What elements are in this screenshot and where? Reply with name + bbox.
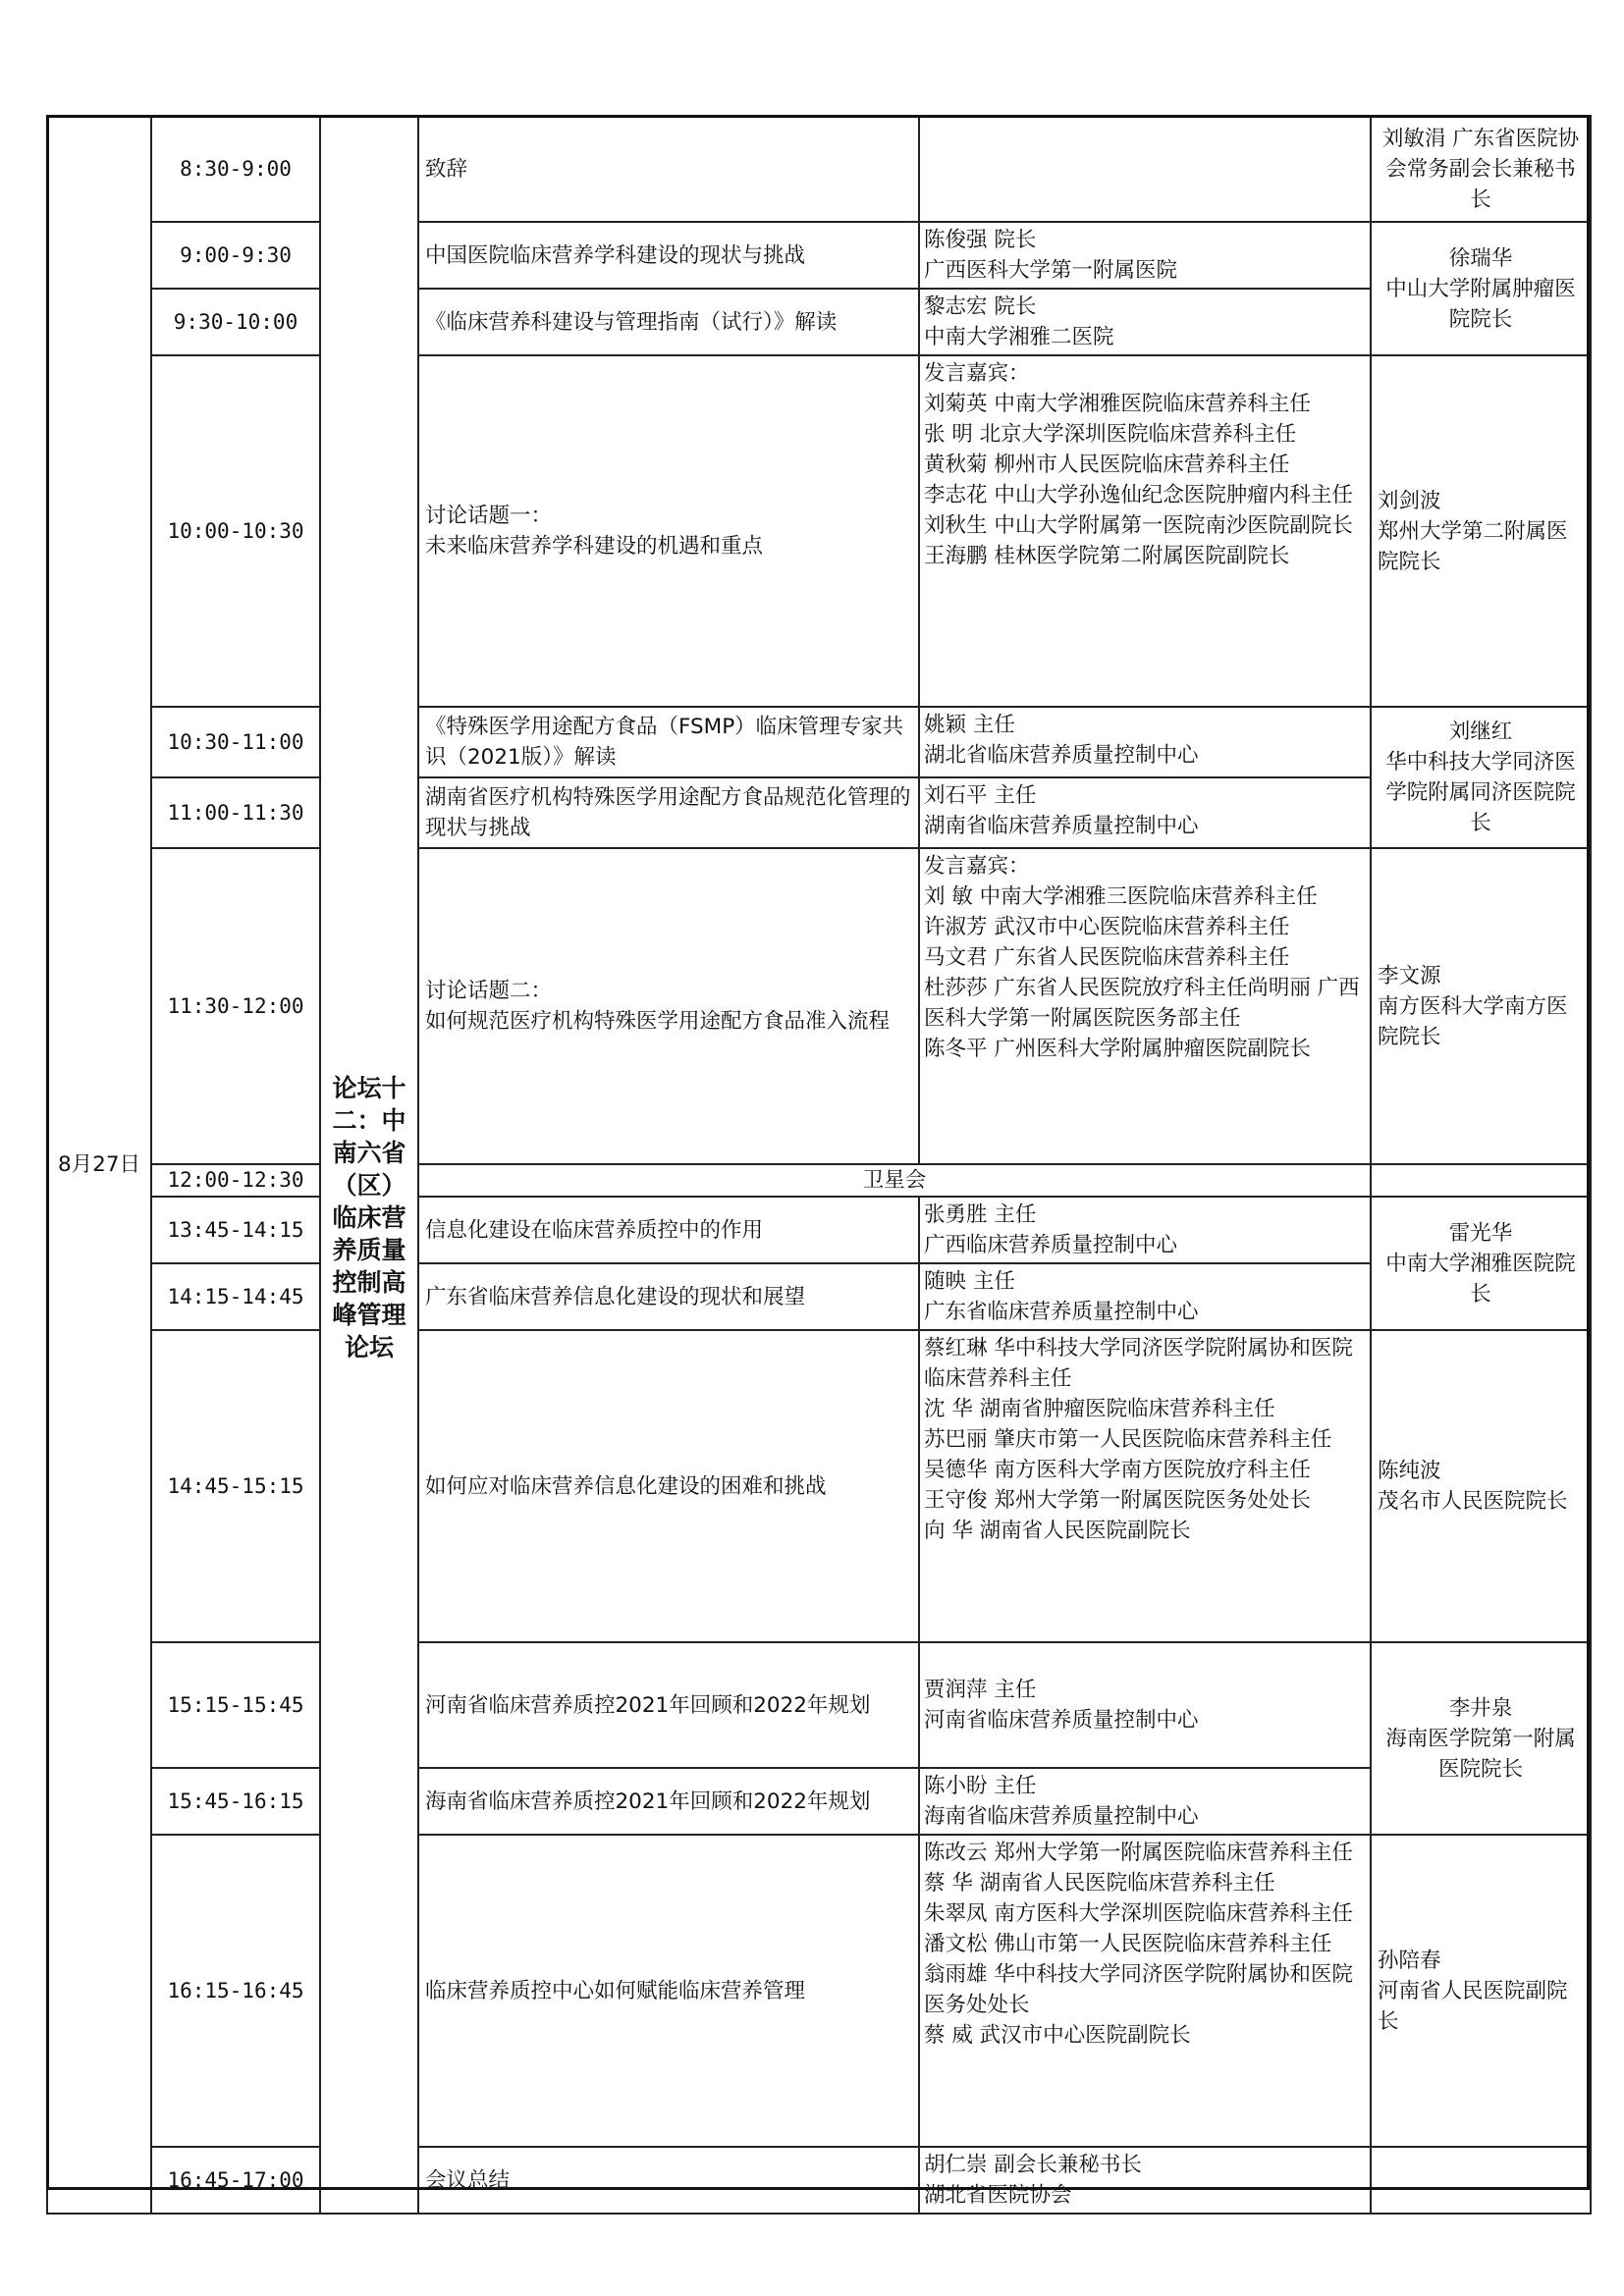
time-cell: 9:00-9:30: [151, 222, 320, 289]
topic-cell: 信息化建设在临床营养质控中的作用: [418, 1197, 919, 1263]
forum-title-cell: 论坛十二：中南六省（区）临床营养质量控制高峰管理论坛: [320, 222, 418, 2214]
schedule-table: [46, 115, 1592, 2215]
speaker-cell: 张勇胜 主任 广西临床营养质量控制中心: [919, 1197, 1371, 1263]
time-cell: 16:15-16:45: [151, 1835, 320, 2147]
speaker-cell: 贾润萍 主任 河南省临床营养质量控制中心: [919, 1642, 1371, 1768]
speaker-cell: 发言嘉宾： 刘菊英 中南大学湘雅医院临床营养科主任 张 明 北京大学深圳医院临床营养科主任 黄秋菊 柳州市人民医院临床营养科主任 李志花 中山大学孙逸仙纪念医院肿瘤内科主任 刘秋生 中山大学附属第一医院南沙医院副院长 王海鹏 桂林医学院第二附属医院副院长: [919, 355, 1371, 707]
speaker-cell: [919, 116, 1371, 222]
schedule-row: [47, 1164, 1591, 1197]
forum-top-spacer: [320, 116, 418, 222]
time-cell: 15:45-16:15: [151, 1768, 320, 1835]
schedule-row: [47, 1768, 1591, 1835]
topic-cell: 讨论话题一： 未来临床营养学科建设的机遇和重点: [418, 355, 919, 707]
date-cell: 8月27日: [47, 116, 151, 2214]
speaker-cell: 胡仁崇 副会长兼秘书长 湖北省医院协会: [919, 2147, 1371, 2214]
chair-cell-empty: [1371, 1164, 1591, 1197]
chair-cell: [1371, 2147, 1591, 2214]
satellite-banner: 卫星会: [418, 1164, 1371, 1197]
speaker-cell: 随映 主任 广东省临床营养质量控制中心: [919, 1263, 1371, 1330]
topic-cell: 湖南省医疗机构特殊医学用途配方食品规范化管理的现状与挑战: [418, 777, 919, 848]
topic-cell: 广东省临床营养信息化建设的现状和展望: [418, 1263, 919, 1330]
schedule-row: [47, 777, 1591, 848]
time-cell: 8:30-9:00: [151, 116, 320, 222]
topic-cell: 如何应对临床营养信息化建设的困难和挑战: [418, 1330, 919, 1642]
topic-cell: 《临床营养科建设与管理指南（试行）》解读: [418, 289, 919, 355]
topic-cell: 河南省临床营养质控2021年回顾和2022年规划: [418, 1642, 919, 1768]
speaker-cell: 姚颖 主任 湖北省临床营养质量控制中心: [919, 707, 1371, 777]
schedule-row: [47, 289, 1591, 355]
time-cell: 14:15-14:45: [151, 1263, 320, 1330]
chair-cell: 刘敏涓 广东省医院协会常务副会长兼秘书长: [1371, 116, 1591, 222]
schedule-row: [47, 1197, 1591, 1263]
time-cell: 16:45-17:00: [151, 2147, 320, 2214]
schedule-row: [47, 1263, 1591, 1330]
chair-cell: 雷光华 中南大学湘雅医院院长: [1371, 1197, 1591, 1330]
speaker-cell: 陈小盼 主任 海南省临床营养质量控制中心: [919, 1768, 1371, 1835]
chair-cell: 李文源 南方医科大学南方医院院长: [1371, 848, 1591, 1164]
chair-cell: 陈纯波 茂名市人民医院院长: [1371, 1330, 1591, 1642]
speaker-cell: 陈俊强 院长 广西医科大学第一附属医院: [919, 222, 1371, 289]
chair-cell: 李井泉 海南医学院第一附属医院院长: [1371, 1642, 1591, 1835]
schedule-row: [47, 2147, 1591, 2214]
speaker-cell: 蔡红琳 华中科技大学同济医学院附属协和医院临床营养科主任 沈 华 湖南省肿瘤医院临床营养科主任 苏巴丽 肇庆市第一人民医院临床营养科主任 吴德华 南方医科大学南方医院放疗科主任 王守俊 郑州大学第一附属医院医务处处长 向 华 湖南省人民医院副院长: [919, 1330, 1371, 1642]
speaker-cell: 发言嘉宾： 刘 敏 中南大学湘雅三医院临床营养科主任 许淑芳 武汉市中心医院临床营养科主任 马文君 广东省人民医院临床营养科主任 杜莎莎 广东省人民医院放疗科主任尚明丽 广西医科大学第一附属医院医务部主任 陈冬平 广州医科大学附属肿瘤医院副院长: [919, 848, 1371, 1164]
topic-cell: 临床营养质控中心如何赋能临床营养管理: [418, 1835, 919, 2147]
schedule-row: [47, 1835, 1591, 2147]
speaker-cell: 黎志宏 院长 中南大学湘雅二医院: [919, 289, 1371, 355]
time-cell: 11:30-12:00: [151, 848, 320, 1164]
schedule-row: [47, 222, 1591, 289]
time-cell: 10:00-10:30: [151, 355, 320, 707]
schedule-row: [47, 707, 1591, 777]
schedule-row: [47, 1642, 1591, 1768]
speaker-cell: 陈改云 郑州大学第一附属医院临床营养科主任 蔡 华 湖南省人民医院临床营养科主任 朱翠凤 南方医科大学深圳医院临床营养科主任 潘文松 佛山市第一人民医院临床营养科主任 翁雨雄 华中科技大学同济医学院附属协和医院医务处处长 蔡 威 武汉市中心医院副院长: [919, 1835, 1371, 2147]
time-cell: 15:15-15:45: [151, 1642, 320, 1768]
time-cell: 9:30-10:00: [151, 289, 320, 355]
topic-cell: 致辞: [418, 116, 919, 222]
topic-cell: 讨论话题二： 如何规范医疗机构特殊医学用途配方食品准入流程: [418, 848, 919, 1164]
topic-cell: 中国医院临床营养学科建设的现状与挑战: [418, 222, 919, 289]
chair-cell: 孙陪春 河南省人民医院副院长: [1371, 1835, 1591, 2147]
topic-cell: 海南省临床营养质控2021年回顾和2022年规划: [418, 1768, 919, 1835]
chair-cell: 刘剑波 郑州大学第二附属医院院长: [1371, 355, 1591, 707]
time-cell: 13:45-14:15: [151, 1197, 320, 1263]
schedule-row: [47, 355, 1591, 707]
speaker-cell: 刘石平 主任 湖南省临床营养质量控制中心: [919, 777, 1371, 848]
time-cell: 10:30-11:00: [151, 707, 320, 777]
chair-cell: 刘继红 华中科技大学同济医学院附属同济医院院长: [1371, 707, 1591, 848]
time-cell: 11:00-11:30: [151, 777, 320, 848]
topic-cell: 会议总结: [418, 2147, 919, 2214]
schedule-row: [47, 1330, 1591, 1642]
schedule-row: [47, 116, 1591, 222]
schedule-row: [47, 848, 1591, 1164]
chair-cell: 徐瑞华 中山大学附属肿瘤医院院长: [1371, 222, 1591, 355]
topic-cell: 《特殊医学用途配方食品（FSMP）临床管理专家共识（2021版）》解读: [418, 707, 919, 777]
time-cell: 12:00-12:30: [151, 1164, 320, 1197]
time-cell: 14:45-15:15: [151, 1330, 320, 1642]
